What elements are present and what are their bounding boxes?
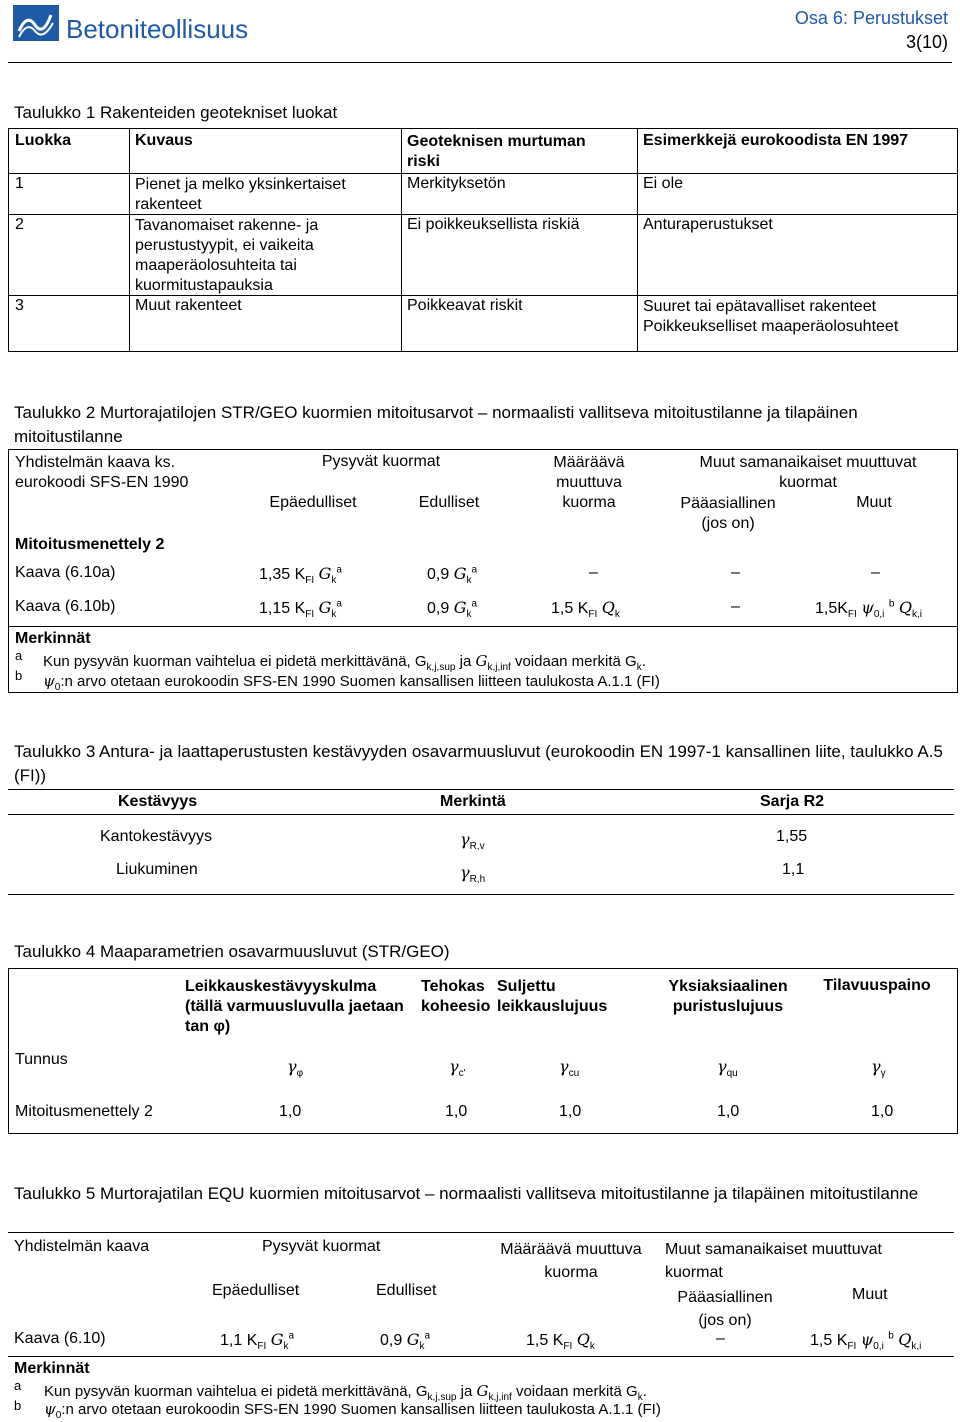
table1-title: Taulukko 1 Rakenteiden geotekniset luokat xyxy=(14,103,338,122)
t5-h-comb: Yhdistelmän kaava xyxy=(14,1238,150,1255)
t5-main: – xyxy=(716,1330,725,1347)
t1-h-luokka: Luokka xyxy=(15,132,72,149)
t4-h-3: Yksiaksiaalinen puristuslujuus xyxy=(668,978,788,1015)
section-title: Osa 6: Perustukset xyxy=(794,8,948,28)
t3-r1-val: 1,55 xyxy=(776,828,808,845)
t3-r1-sym: $\gamma_{R,v}$ xyxy=(460,830,485,853)
t5-h-muut: Muut xyxy=(852,1286,888,1303)
t2-row-a: Kaava (6.10a) xyxy=(15,564,116,581)
t2-a-fav: 0,9 $G_k^a$ xyxy=(427,564,478,587)
t2-row-b: Kaava (6.10b) xyxy=(15,598,116,615)
t1-r2-esim: Anturaperustukset xyxy=(643,216,773,233)
t4-sym-2: $\gamma_{cu}$ xyxy=(559,1057,580,1080)
t2-note-a: Kun pysyvän kuorman vaihtelua ei pidetä merkittävänä, $G_{k,j,sup}$ ja $G_{k,j,inf}$ voidaan merkitä $G_k$. xyxy=(43,652,646,673)
t5-h-unfav: Epäedulliset xyxy=(212,1282,300,1299)
t5-h-fav: Edulliset xyxy=(376,1282,437,1299)
table5-title: Taulukko 5 Murtorajatilan EQU kuormien mitoitusarvot – normaalisti vallitseva mitoitustilanne ja tilapäinen mitoitustilanne xyxy=(14,1184,919,1203)
t3-h-merkinta: Merkintä xyxy=(440,793,506,810)
t3-h-sarja: Sarja R2 xyxy=(760,793,825,810)
t2-a-main: – xyxy=(731,564,740,581)
t4-tunnus: Tunnus xyxy=(15,1051,68,1068)
t1-r3-kuvaus: Muut rakenteet xyxy=(135,297,242,314)
t3-r2-val: 1,1 xyxy=(782,861,805,878)
company-logo xyxy=(13,5,59,41)
t1-r2-kuvaus: Tavanomaiset rakenne- ja perustustyypit, ei vaikeita maaperäolosuhteita tai kuormitustapauksia xyxy=(135,217,319,294)
t4-val-0: 1,0 xyxy=(279,1103,302,1120)
table3-title: Taulukko 3 Antura- ja laattaperustusten kestävyyden osavarmuusluvut (eurokoodin EN 1997-1 kansallinen liite, taulukko A.5 (FI)) xyxy=(14,742,943,785)
t4-h-2: Suljettu leikkauslujuus xyxy=(497,978,608,1015)
t4-method: Mitoitusmenettely 2 xyxy=(15,1103,153,1120)
t1-r1-luokka: 1 xyxy=(15,175,24,192)
t5-h-main: Pääasiallinen (jos on) xyxy=(677,1289,773,1329)
t2-h-lead: Määräävä muuttuva kuorma xyxy=(553,454,625,511)
t2-h-unfav: Epäedulliset xyxy=(269,494,357,511)
logo-wave-icon xyxy=(13,5,59,41)
t2-b-muut: $1,5K_{FI}$ $\psi_{0,i}$ $^b$ $Q_{k,i}$ xyxy=(815,598,922,621)
t2-h-fav: Edulliset xyxy=(418,494,480,511)
t2-b-fav: 0,9 $G_k^a$ xyxy=(427,598,478,621)
t1-r1-kuvaus: Pienet ja melko yksinkertaiset rakenteet xyxy=(135,176,346,213)
table4 xyxy=(8,968,958,1134)
t4-val-1: 1,0 xyxy=(445,1103,468,1120)
t5-row: Kaava (6.10) xyxy=(14,1330,106,1347)
t4-sym-3: $\gamma_{qu}$ xyxy=(717,1057,738,1080)
t1-r3-luokka: 3 xyxy=(15,297,24,314)
t5-h-perm: Pysyvät kuormat xyxy=(262,1238,381,1255)
t4-sym-4: $\gamma_\gamma$ xyxy=(871,1057,886,1080)
t2-h-muut: Muut xyxy=(856,494,892,511)
t2-a-unfav: 1,35 $K_{FI}$ $G_k^a$ xyxy=(259,564,342,587)
t4-val-3: 1,0 xyxy=(717,1103,740,1120)
t3-h-kestavyys: Kestävyys xyxy=(118,793,198,810)
t1-r3-esim: Suuret tai epätavalliset rakenteet Poikkeukselliset maaperäolosuhteet xyxy=(643,298,899,335)
t4-val-2: 1,0 xyxy=(559,1103,582,1120)
t4-h-4: Tilavuuspaino xyxy=(823,977,931,994)
t2-b-unfav: 1,15 $K_{FI}$ $G_k^a$ xyxy=(259,598,342,621)
t1-h-kuvaus: Kuvaus xyxy=(135,132,193,149)
t4-sym-1: $\gamma_{c'}$ xyxy=(449,1057,466,1080)
t2-notes-title: Merkinnät xyxy=(15,630,91,647)
t1-r1-esim: Ei ole xyxy=(643,175,684,192)
table4-title: Taulukko 4 Maaparametrien osavarmuusluvut (STR/GEO) xyxy=(14,942,450,961)
t2-h-perm: Pysyvät kuormat xyxy=(321,453,441,470)
t4-sym-0: $\gamma_\varphi$ xyxy=(287,1057,304,1080)
t5-note-a: Kun pysyvän kuorman vaihtelua ei pidetä merkittävänä, $G_{k,j,sup}$ ja $G_{k,j,inf}$ voidaan merkitä $G_k$. xyxy=(44,1382,647,1403)
t2-b-lead: 1,5 $K_{FI}$ $Q_k$ xyxy=(551,598,620,621)
t3-r1-name: Kantokestävyys xyxy=(100,828,213,845)
t5-other: 1,5 $K_{FI}$ $\psi_{0,i}$ $^b$ $Q_{k,i}$ xyxy=(810,1330,922,1353)
table2: Yhdistelmän kaava ks. eurokoodi SFS-EN 1990 Pysyvät kuormat Epäedulliset Edulliset Määräävä muuttuva kuorma Muut samanaikaiset muuttuvat kuormat Pääasiallinen (jos on) Muut Mitoitusmenettely 2 Kaava (6.10a) 1,35 $K_{FI}$ $G_k^a$ 0,9 $G_k^a$ – – – Kaava (6.10b) 1,15 $K_{FI}$ $G_k^a$ 0,9 $G_k^a$ 1,5 $K_{FI}$ $Q_k$ – $1,5K_{FI}$ $\psi_{0,i}$ $^b$ $Q_{k,i}$ Merkinnät a Kun pysyvän kuorman vaihtelua ei pidetä merkittävänä, $G_{k,j,sup}$ ja $G_{k,j,inf}$ voidaan merkitä $G_k$. b $\psi_0:n$ arvo otetaan eurokoodin SFS-EN 1990 Suomen kansallisen liitteen taulukosta A.1.1 (FI) xyxy=(8,449,958,693)
table1 xyxy=(8,128,958,352)
t2-a-lead: – xyxy=(589,564,598,581)
t1-r2-riski: Ei poikkeuksellista riskiä xyxy=(407,216,580,233)
t4-h-1: Tehokas koheesio xyxy=(421,978,491,1015)
brand-name: Betoniteollisuus xyxy=(66,14,249,44)
t2-b-main: – xyxy=(731,598,740,615)
t2-note-b: $\psi_0:n$ arvo otetaan eurokoodin SFS-EN 1990 Suomen kansallisen liitteen taulukosta A.1.1 (FI) xyxy=(43,672,660,693)
page-number: 3(10) xyxy=(905,32,948,52)
t5-note-b: $\psi_0:n$ arvo otetaan eurokoodin SFS-EN 1990 Suomen kansallisen liitteen taulukosta A.1.1 (FI) xyxy=(44,1400,661,1421)
t1-h-riski: Geoteknisen murtuman riski xyxy=(407,133,586,170)
t1-r1-riski: Merkityksetön xyxy=(407,175,506,192)
t4-val-4: 1,0 xyxy=(871,1103,894,1120)
t5-notes-title: Merkinnät xyxy=(14,1360,90,1377)
t2-a-muut: – xyxy=(871,564,880,581)
t1-h-esimerkit: Esimerkkejä eurokoodista EN 1997 xyxy=(643,132,909,149)
t2-h-comb: Yhdistelmän kaava ks. eurokoodi SFS-EN 1990 xyxy=(15,454,189,491)
t5-fav: 0,9 $G_k^a$ xyxy=(380,1330,431,1353)
t2-h-main: Pääasiallinen (jos on) xyxy=(680,495,776,532)
t1-r2-luokka: 2 xyxy=(15,216,24,233)
t1-r3-riski: Poikkeavat riskit xyxy=(407,297,523,314)
t5-h-lead: Määräävä muuttuva kuorma xyxy=(500,1241,642,1281)
header-divider xyxy=(8,62,952,63)
t3-r2-name: Liukuminen xyxy=(116,861,198,878)
t4-h-0: Leikkauskestävyyskulma (tällä varmuusluvulla jaetaan tan φ) xyxy=(185,978,404,1035)
t2-method: Mitoitusmenettely 2 xyxy=(15,536,165,553)
t2-h-other: Muut samanaikaiset muuttuvat kuormat xyxy=(699,454,917,491)
t3-r2-sym: $\gamma_{R,h}$ xyxy=(460,863,486,886)
t5-h-other: Muut samanaikaiset muuttuvat kuormat xyxy=(665,1241,882,1281)
t5-lead: 1,5 $K_{FI}$ $Q_k$ xyxy=(526,1330,595,1353)
t5-unfav: 1,1 $K_{FI}$ $G_k^a$ xyxy=(220,1330,295,1353)
table2-title: Taulukko 2 Murtorajatilojen STR/GEO kuormien mitoitusarvot – normaalisti vallitseva mitoitustilanne ja tilapäinen mitoitustilanne xyxy=(14,403,858,446)
